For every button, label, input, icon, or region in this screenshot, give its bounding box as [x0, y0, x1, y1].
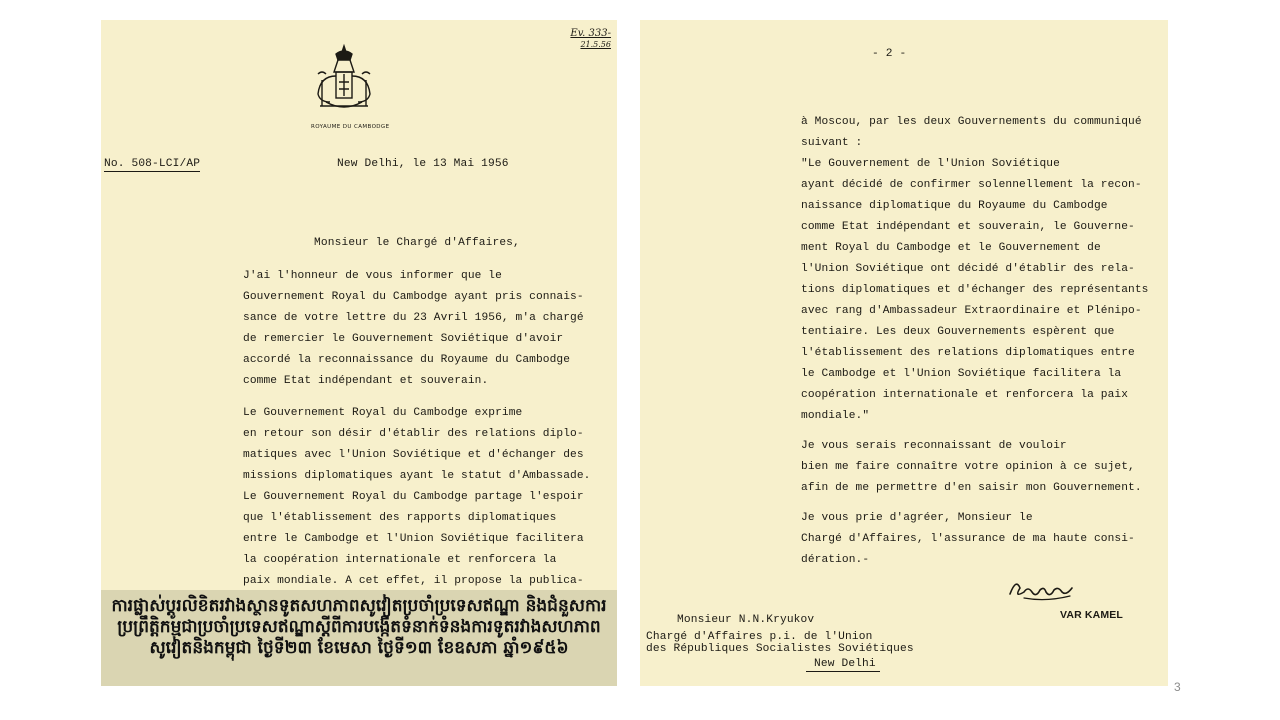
addressee-title-line1: Chargé d'Affaires p.i. de l'Union	[646, 631, 873, 643]
body-line: accordé la reconnaissance du Royaume du Cambodge	[243, 354, 571, 366]
body-line	[243, 392, 591, 403]
addressee-city: New Delhi	[806, 658, 880, 672]
emblem-caption: ROYAUME DU CAMBODGE	[311, 124, 390, 130]
body-line: Le Gouvernement Royal du Cambodge exprime	[243, 407, 523, 419]
body-line: paix mondiale. A cet effet, il propose la publica-	[243, 575, 584, 587]
letter-reference: No. 508-LCI/AP	[104, 158, 201, 170]
body-line: de remercier le Gouvernement Soviétique d'avoir	[243, 333, 564, 345]
body-line: Gouvernement Royal du Cambodge ayant pris connais-	[243, 291, 584, 303]
body-line: sance de votre lettre du 23 Avril 1956, m'a chargé	[243, 312, 584, 324]
place-and-date: New Delhi, le 13 Mai 1956	[337, 158, 509, 170]
body-line	[801, 427, 1149, 436]
body-line: en retour son désir d'établir des relations diplo-	[243, 428, 584, 440]
handwritten-archive-note	[570, 28, 611, 50]
body-line: Chargé d'Affaires, l'assurance de ma haute consi-	[801, 533, 1135, 545]
addressee-title-line2: des Républiques Socialistes Soviétiques	[646, 643, 914, 655]
archive-number: Ev. 333-	[570, 28, 611, 39]
body-line: afin de me permettre d'en saisir mon Gouvernement.	[801, 482, 1142, 494]
body-line: Le Gouvernement Royal du Cambodge partage l'espoir	[243, 491, 584, 503]
body-line: tentiaire. Les deux Gouvernements espèrent que	[801, 326, 1115, 338]
archive-date: 21.5.56	[580, 40, 611, 49]
body-line: J'ai l'honneur de vous informer que le	[243, 270, 502, 282]
body-line: comme Etat indépendant et souverain, le Gouverne-	[801, 221, 1135, 233]
body-line: coopération internationale et renforcera la paix	[801, 389, 1129, 401]
body-line: la coopération internationale et renforcera la	[243, 554, 557, 566]
salutation: Monsieur le Chargé d'Affaires,	[314, 237, 520, 249]
body-line: Je vous prie d'agréer, Monsieur le	[801, 512, 1033, 524]
body-line	[801, 499, 1149, 508]
body-line: "Le Gouvernement de l'Union Soviétique	[801, 158, 1060, 170]
body-line: mondiale."	[801, 410, 870, 422]
body-line: naissance diplomatique du Royaume du Cambodge	[801, 200, 1108, 212]
letter-page-right	[640, 20, 1168, 686]
addressee-name: Monsieur N.N.Kryukov	[677, 614, 815, 626]
handwritten-signature-icon	[1006, 572, 1078, 608]
body-line: avec rang d'Ambassadeur Extraordinaire et Plénipo-	[801, 305, 1142, 317]
body-line: l'Union Soviétique ont décidé d'établir des rela-	[801, 263, 1135, 275]
letter-body	[243, 266, 591, 592]
body-line: matiques avec l'Union Soviétique et d'échanger des	[243, 449, 584, 461]
body-line: comme Etat indépendant et souverain.	[243, 375, 489, 387]
letter-page-left	[101, 20, 617, 686]
page-marker: - 2 -	[872, 48, 907, 60]
body-line: tions diplomatiques et d'échanger des représentants	[801, 284, 1149, 296]
royal-cambodia-emblem-icon	[306, 42, 382, 122]
signatory-name: VAR KAMEL	[1060, 609, 1123, 621]
khmer-caption-overlay: ការផ្លាស់ប្តូរលិខិតរវាងស្ថានទូតសហភាពសូវៀតប្រចាំប្រទេសឥណ្ឌា និងជំនួសការប្រព្រឹត្តិកម្មជាប្រចាំប្រទេសឥណ្ឌាស្តីពីការបង្កើតទំនាក់ទំនងការទូតរវាងសហភាពសូវៀតនិងកម្ពុជា ថ្ងៃទី២៣ ខែមេសា ថ្ងៃទី១៣ ខែឧសភា ឆ្នាំ១៩៥៦	[101, 590, 617, 686]
body-line: missions diplomatiques ayant le statut d'Ambassade.	[243, 470, 591, 482]
body-line: ment Royal du Cambodge et le Gouvernement de	[801, 242, 1101, 254]
body-line: entre le Cambodge et l'Union Soviétique facilitera	[243, 533, 584, 545]
body-line: bien me faire connaître votre opinion à ce sujet,	[801, 461, 1135, 473]
body-line: Je vous serais reconnaissant de vouloir	[801, 440, 1067, 452]
body-line: l'établissement des relations diplomatiques entre	[801, 347, 1135, 359]
letter-body-continued	[801, 112, 1149, 571]
body-line: le Cambodge et l'Union Soviétique facilitera la	[801, 368, 1122, 380]
body-line: suivant :	[801, 137, 863, 149]
body-line: à Moscou, par les deux Gouvernements du communiqué	[801, 116, 1142, 128]
body-line: ayant décidé de confirmer solennellement la recon-	[801, 179, 1142, 191]
body-line: que l'établissement des rapports diplomatiques	[243, 512, 557, 524]
body-line: dération.-	[801, 554, 870, 566]
slide-page-number: 3	[1174, 680, 1181, 694]
